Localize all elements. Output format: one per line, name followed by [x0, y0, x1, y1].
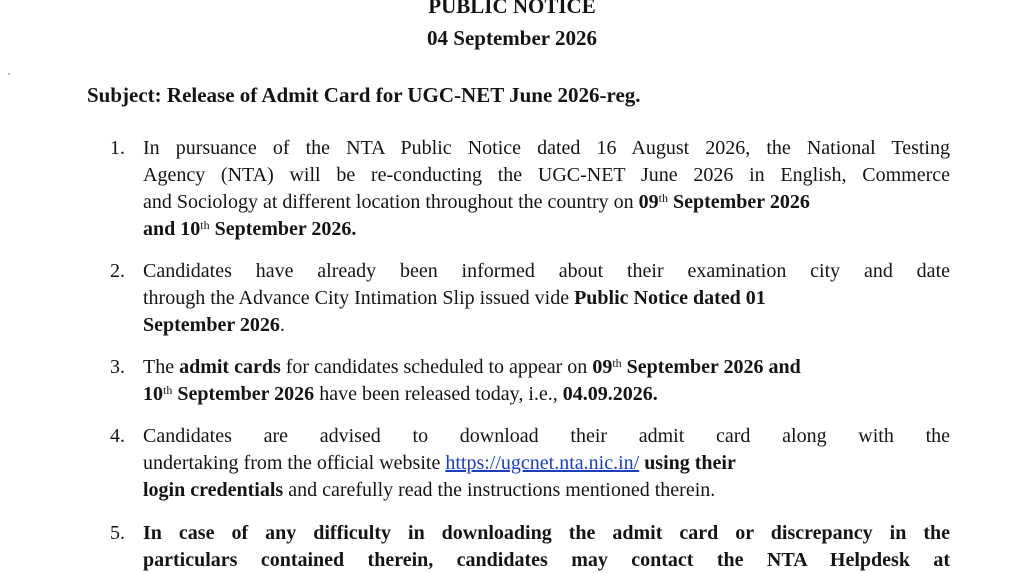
exam-date-month: September 2026: [172, 383, 315, 405]
item-line: [143, 450, 950, 477]
item-line: [143, 477, 950, 504]
exam-date-day: and 10: [143, 218, 201, 240]
notice-date: 04 September 2026: [427, 26, 597, 50]
item-number: 1.: [110, 137, 125, 159]
item-line-text: and Sociology at different location throughout the country on: [143, 191, 639, 213]
ordinal-suffix: th: [163, 383, 173, 397]
item-text: [143, 258, 950, 339]
item-line-text: for candidates scheduled to appear on: [280, 356, 593, 378]
release-date: 04.09.2026.: [562, 383, 658, 405]
item-line: [143, 216, 950, 243]
item-line: [143, 354, 950, 381]
item-number: 2.: [110, 260, 125, 282]
item-line-text: undertaking from the official website: [143, 452, 446, 474]
item-line-bold: using their: [639, 452, 736, 474]
item-line-text: The: [143, 356, 180, 378]
login-credentials-emphasis: login credentials: [143, 479, 284, 501]
item-text: [143, 354, 950, 408]
ordinal-suffix: th: [612, 356, 622, 370]
item-line: particulars contained therein, candidates may contact the NTA Helpdesk at: [143, 549, 950, 571]
exam-date-month: September 2026: [667, 191, 810, 213]
item-number: 3.: [110, 356, 125, 378]
item-text: [143, 423, 950, 504]
ordinal-suffix: th: [200, 218, 210, 232]
item-line: [143, 381, 950, 408]
item-line: Agency (NTA) will be re-conducting the UGC-NET June 2026 in English, Commerce: [143, 164, 950, 186]
item-line-text: through the Advance City Intimation Slip issued vide: [143, 287, 575, 309]
item-line: [143, 285, 950, 312]
item-text: [143, 135, 950, 243]
admit-cards-emphasis: admit cards: [179, 356, 281, 378]
item-line: Candidates are advised to download their admit card along with the: [143, 425, 950, 447]
item-line-text: and carefully read the instructions mentioned therein.: [283, 479, 716, 501]
item-line: In pursuance of the NTA Public Notice dated 16 August 2026, the National Testing: [143, 137, 950, 159]
notice-reference: Public Notice dated 01: [574, 287, 766, 309]
item-line: [143, 189, 950, 216]
exam-date-month: September 2026.: [209, 218, 357, 240]
exam-date-day: 10: [143, 383, 163, 405]
item-line: In case of any difficulty in downloading the admit card or discrepancy in the: [143, 522, 950, 544]
item-line-text: have been released today, i.e.,: [314, 383, 563, 405]
exam-date-day: 09: [638, 191, 659, 213]
notice-reference: September 2026: [143, 314, 280, 336]
ordinal-suffix: th: [658, 191, 668, 205]
scan-speck: [8, 73, 10, 75]
item-number: 5.: [110, 522, 125, 544]
item-line-text: .: [279, 314, 285, 336]
exam-date-day: 09: [592, 356, 613, 378]
notice-subject: Subject: Release of Admit Card for UGC-NET June 2026-reg.: [87, 83, 641, 107]
item-text: [143, 520, 950, 573]
official-website-link[interactable]: https://ugcnet.nta.nic.in/: [445, 452, 640, 474]
exam-date-month: September 2026 and: [621, 356, 801, 378]
item-number: 4.: [110, 425, 125, 447]
item-line: Candidates have already been informed about their examination city and date: [143, 260, 950, 282]
item-line: [143, 312, 950, 339]
notice-title: PUBLIC NOTICE: [428, 0, 596, 18]
